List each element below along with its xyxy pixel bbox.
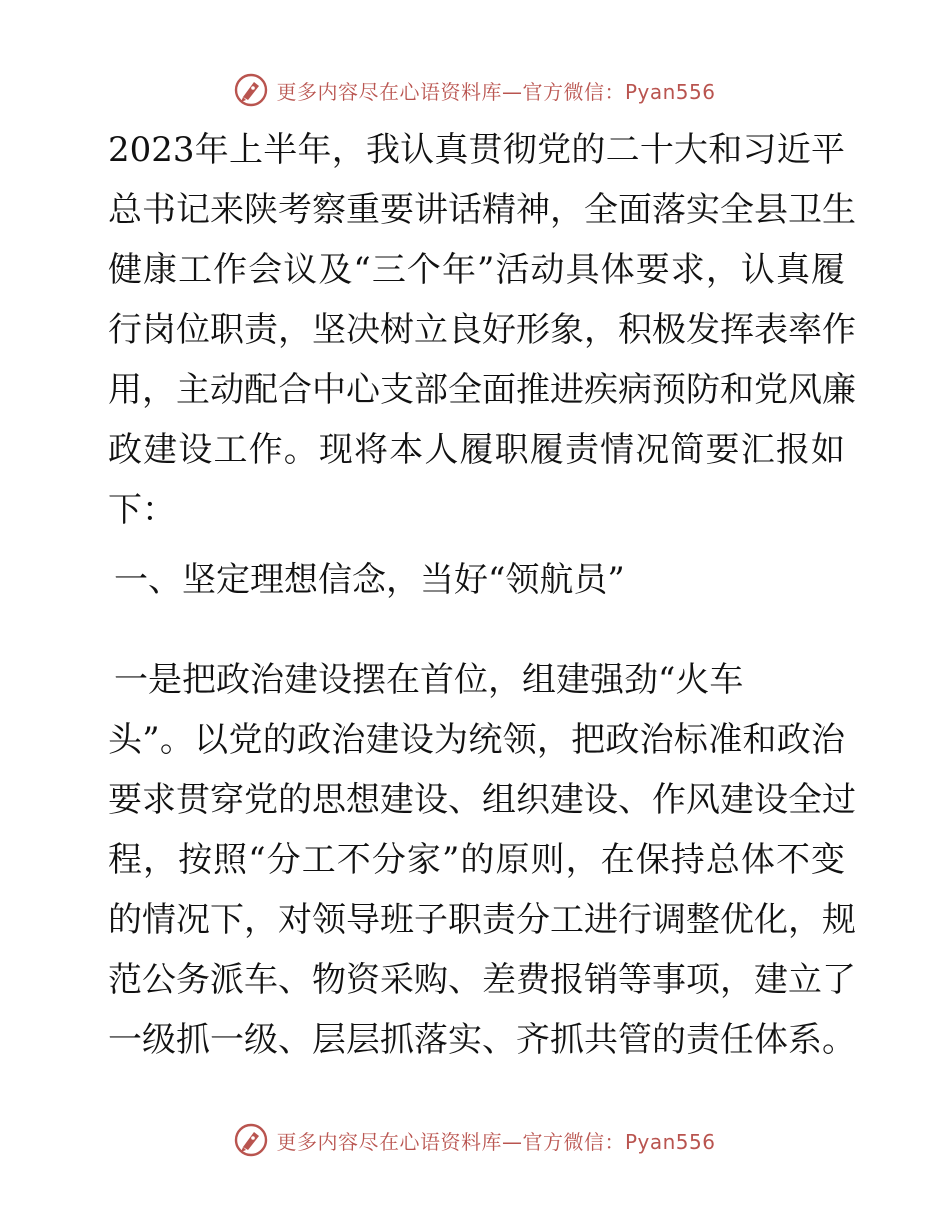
paragraph-line: 要求贯穿党的思想建设、组织建设、作风建设全过 xyxy=(108,780,856,820)
watermark-text: 更多内容尽在心语资料库—官方微信：Pyan556 xyxy=(276,79,716,104)
paragraph-line: 行岗位职责，坚决树立良好形象，积极发挥表率作 xyxy=(108,310,856,350)
watermark-bottom xyxy=(0,1118,950,1162)
paragraph-line: 的情况下，对领导班子职责分工进行调整优化，规 xyxy=(108,900,856,940)
watermark-top xyxy=(0,68,950,112)
paragraph-line: 用，主动配合中心支部全面推进疾病预防和党风廉 xyxy=(108,370,856,410)
paragraph-line: 范公务派车、物资采购、差费报销等事项，建立了 xyxy=(108,960,856,1000)
paragraph-line: 一级抓一级、层层抓落实、齐抓共管的责任体系。 xyxy=(108,1020,856,1060)
pen-nib-circle-icon xyxy=(234,73,268,107)
paragraph-line: 下： xyxy=(108,490,176,530)
pen-nib-circle-icon xyxy=(234,1123,268,1157)
paragraph-line: 总书记来陕考察重要讲话精神，全面落实全县卫生 xyxy=(108,190,856,230)
paragraph-line: 2023年上半年，我认真贯彻党的二十大和习近平 xyxy=(108,130,845,170)
paragraph-line: 一是把政治建设摆在首位，组建强劲“火车 xyxy=(114,660,744,700)
paragraph-line: 程，按照“分工不分家”的原则，在保持总体不变 xyxy=(108,840,845,880)
paragraph-line: 健康工作会议及“三个年”活动具体要求，认真履 xyxy=(108,250,845,290)
section-heading: 一、坚定理想信念，当好“领航员” xyxy=(114,560,625,600)
paragraph-line: 头”。以党的政治建设为统领，把政治标准和政治 xyxy=(108,720,845,760)
watermark-text: 更多内容尽在心语资料库—官方微信：Pyan556 xyxy=(276,1129,716,1154)
paragraph-line: 政建设工作。现将本人履职履责情况简要汇报如 xyxy=(108,430,845,470)
